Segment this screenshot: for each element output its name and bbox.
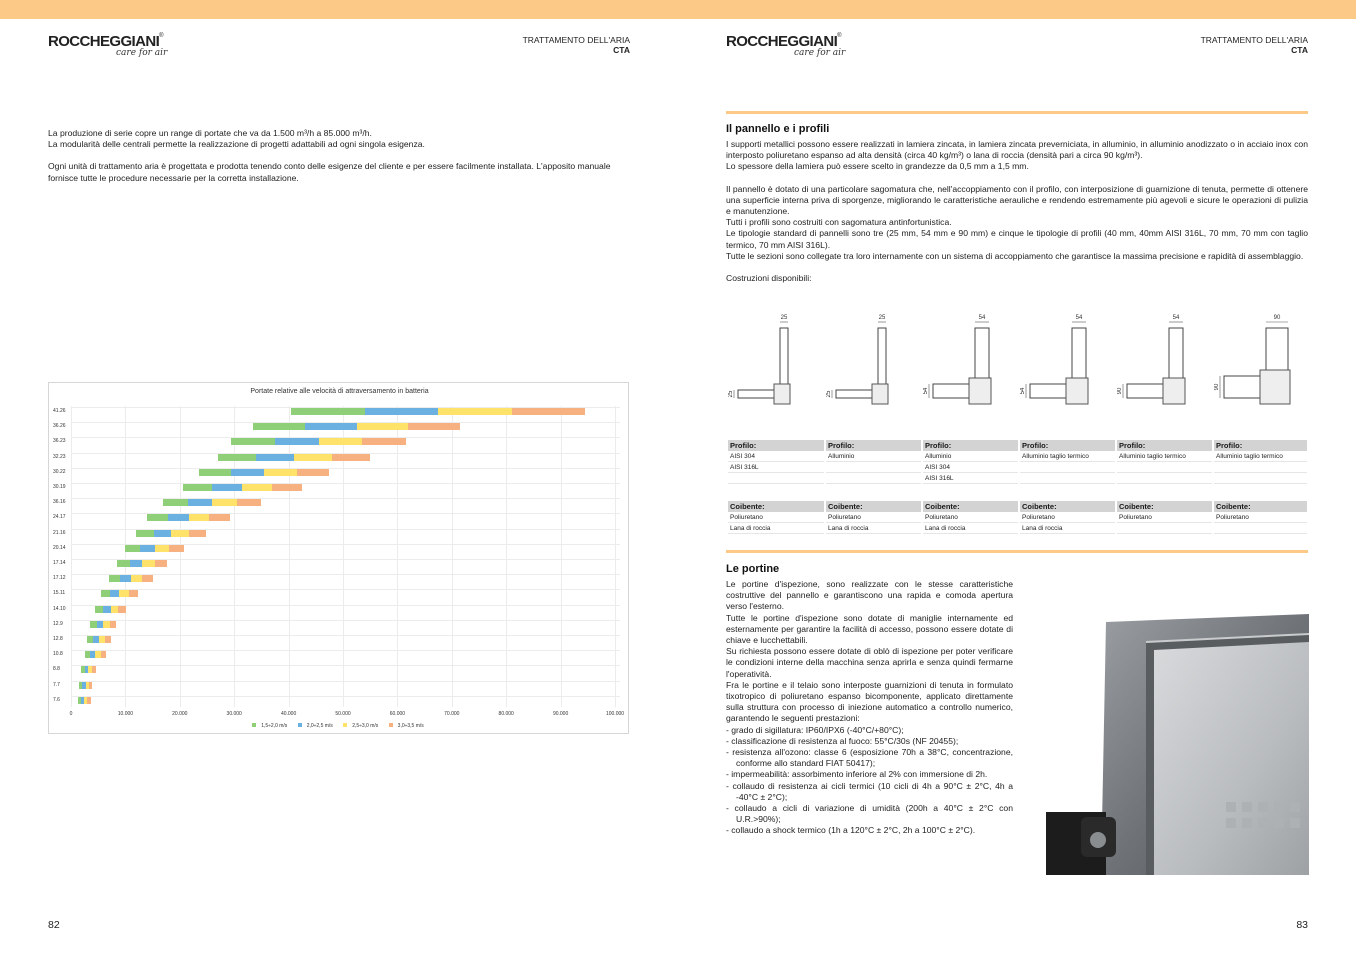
header-line-2: CTA xyxy=(1291,45,1308,55)
y-tick-label: 20.14 xyxy=(53,544,66,551)
chart-bar-segment xyxy=(97,621,104,628)
y-tick-label: 41.26 xyxy=(53,408,66,414)
legend-item-4: 3,0÷3,5 m/s xyxy=(389,723,427,729)
chart-bar-segment xyxy=(155,545,170,552)
doors-para-2: Tutte le portine d'ispezione sono dotate di maniglie internamente ed esternamente per garantire la facilità di accesso, possono essere dotate di chiave e lucchettabili. xyxy=(726,612,1013,646)
y-tick-label: 12.9 xyxy=(53,620,63,627)
table-header-cell: Profilo: xyxy=(1213,440,1308,451)
chart-bar-segment xyxy=(242,484,272,491)
chart-bar-segment xyxy=(183,484,213,491)
doors-text xyxy=(726,579,1013,837)
brand-tagline: care for air xyxy=(794,48,846,58)
chart-bar-segment xyxy=(131,575,142,582)
chart-bar-segment xyxy=(89,682,92,689)
chart-bar-segment xyxy=(362,438,406,445)
legend-item-2: 2,0÷2,5 m/s xyxy=(298,723,336,729)
y-tick-label: 32.23 xyxy=(53,453,66,460)
chart-bar-segment xyxy=(130,560,143,567)
table-cell: AISI 316L xyxy=(728,462,825,473)
chart-bar-segment xyxy=(512,408,585,415)
table-cell: Alluminio xyxy=(922,451,1019,462)
table-cell: AISI 316L xyxy=(922,473,1019,484)
chart-bar-segment xyxy=(125,545,140,552)
chart-bar-segment xyxy=(256,454,294,461)
chart-bar-segment xyxy=(110,621,117,628)
chart-bar-segment xyxy=(408,423,460,430)
table-cell xyxy=(1019,462,1116,473)
section-title-doors: Le portine xyxy=(726,563,780,575)
x-tick-label: 70.000 xyxy=(444,711,460,717)
y-tick-label: 36.26 xyxy=(53,423,66,430)
top-accent-bar xyxy=(0,0,1356,19)
chart-bar-segment xyxy=(189,530,206,537)
table-row xyxy=(728,523,1308,534)
chart-bar-segment xyxy=(188,499,212,506)
chart-gridline xyxy=(506,406,507,707)
y-tick-label: 14.10 xyxy=(53,605,66,612)
chart-gridline xyxy=(71,605,620,606)
x-tick-label: 20.000 xyxy=(172,711,188,717)
chart-bar-segment xyxy=(305,423,357,430)
table-header-cell: Coibente: xyxy=(728,501,825,512)
list-item: - classificazione di resistenza al fuoco: 55°C/30s (NF 20455); xyxy=(726,735,959,746)
table-row xyxy=(728,451,1308,462)
legend-item-3: 2,5÷3,0 m/s xyxy=(343,723,381,729)
x-tick-label: 0 xyxy=(69,711,73,717)
y-tick-label: 15.11 xyxy=(53,590,66,597)
table-cell: Poliuretano xyxy=(922,512,1019,523)
table-cell: Lana di roccia xyxy=(728,523,825,534)
chart-bar-segment xyxy=(155,560,168,567)
chart-gridline xyxy=(125,406,126,707)
table-cell: Poliuretano xyxy=(1116,512,1213,523)
table-cell: Poliuretano xyxy=(825,512,922,523)
table-cell: Alluminio taglio termico xyxy=(1019,451,1116,462)
profile-top-dim: 25 xyxy=(878,315,886,321)
x-tick-label: 100.000 xyxy=(605,711,625,717)
chart-gridline xyxy=(343,406,344,707)
table-header-cell: Profilo: xyxy=(1116,440,1213,451)
flow-rate-chart xyxy=(48,382,629,734)
table-header-cell: Coibente: xyxy=(1116,501,1213,512)
table-header-cell: Coibente: xyxy=(1213,501,1308,512)
chart-bar-segment xyxy=(209,514,230,521)
chart-bar-segment xyxy=(117,560,130,567)
profile-table xyxy=(728,440,1309,484)
x-tick-label: 40.000 xyxy=(280,711,297,717)
chart-bar-segment xyxy=(264,469,297,476)
profile-top-dim: 54 xyxy=(1075,315,1083,321)
insulation-table xyxy=(728,501,1309,534)
table-header-cell: Profilo: xyxy=(922,440,1019,451)
chart-bar-segment xyxy=(111,606,119,613)
profile-drawing xyxy=(728,310,822,415)
header-line-1: TRATTAMENTO DELL'ARIA xyxy=(522,35,630,45)
y-tick-label: 21.16 xyxy=(53,529,66,536)
x-tick-label: 10.000 xyxy=(117,711,134,717)
chart-bar-segment xyxy=(199,469,232,476)
chart-bar-segment xyxy=(218,454,256,461)
chart-bar-segment xyxy=(101,651,106,658)
list-item: - resistenza all'ozono: classe 6 (esposizione 70h a 38°C, concentrazione, conforme allo standard FIAT 50417); xyxy=(726,747,1014,769)
table-header-cell: Coibente: xyxy=(1019,501,1116,512)
table-cell xyxy=(1213,523,1308,534)
chart-bar-segment xyxy=(90,621,97,628)
profile-side-dim: 90 xyxy=(1214,383,1220,391)
table-cell: Poliuretano xyxy=(1019,512,1116,523)
y-tick-label: 30.22 xyxy=(53,468,66,475)
chart-bar-segment xyxy=(163,499,187,506)
profile-top-dim: 54 xyxy=(978,315,986,321)
brand-logo-right: ROCCHEGGIANI® care for air xyxy=(726,33,846,58)
panels-para-2: Lo spessore della lamiera può essere scelto in grandezze da 0,5 mm a 1,5 mm. xyxy=(726,161,1029,172)
panels-para-1: I supporti metallici possono essere realizzati in lamiera zincata, in lamiera zincata preverniciata, in alluminio, in alluminio anodizzato o in acciaio inox con interposto poliuretano espanso ad alta densità (circa 40 kg/m³) o lana di roccia (densità pari a circa 90 kg/m³). xyxy=(726,139,1308,161)
intro-para-3: Ogni unità di trattamento aria è progettata e prodotta tenendo conto delle esigenze del cliente e per essere facilmente installata. L'apposito manuale fornisce tutte le procedure necessarie per la corretta installazione. xyxy=(48,161,611,183)
y-tick-label: 10.8 xyxy=(53,651,63,658)
chart-bar-segment xyxy=(253,423,305,430)
chart-gridline xyxy=(71,468,620,469)
intro-para-2: La modularità delle centrali permette la realizzazione di progetti adattabili ad ogni singola esigenza. xyxy=(48,139,425,150)
table-cell xyxy=(1213,462,1308,473)
x-tick-label: 90.000 xyxy=(552,711,569,717)
page-number-left: 82 xyxy=(48,919,60,931)
table-cell xyxy=(1116,523,1213,534)
table-cell xyxy=(728,473,825,484)
panels-para-3: Il pannello è dotato di una particolare sagomatura che, nell'accoppiamento con il profilo, con interposizione di guarnizione di tenuta, permette di ottenere una superficie interna priva di sporgenze, migliorando le caratteristiche aerauliche e rendendo estremamente più agevoli e sicure le operazioni di pulizia e manutenzione. xyxy=(726,183,1308,217)
table-cell: Alluminio taglio termico xyxy=(1116,451,1213,462)
chart-gridline xyxy=(71,574,620,575)
profile-side-dim: 54 xyxy=(923,387,929,395)
chart-bar-segment xyxy=(119,590,128,597)
chart-gridline xyxy=(397,406,398,707)
table-row xyxy=(728,462,1308,473)
y-tick-label: 30.19 xyxy=(53,484,66,490)
chart-gridline xyxy=(71,620,620,621)
chart-bar-segment xyxy=(118,606,126,613)
y-tick-label: 12.8 xyxy=(53,636,63,642)
table-header-cell: Coibente: xyxy=(825,501,922,512)
chart-bar-segment xyxy=(332,454,370,461)
table-cell xyxy=(1116,473,1213,484)
doors-para-3: Su richiesta possono essere dotate di oblò di ispezione per poter verificare le condizioni interne della macchina senza aprirla e senza quindi fermarne l'operatività. xyxy=(726,646,1013,679)
brand-name: ROCCHEGGIANI xyxy=(726,33,838,50)
table-cell xyxy=(825,473,922,484)
section-header-right xyxy=(1201,35,1308,55)
intro-text xyxy=(48,128,630,184)
chart-bar-segment xyxy=(231,469,264,476)
profile-drawing xyxy=(826,310,920,415)
chart-bar-segment xyxy=(140,545,155,552)
chart-gridline xyxy=(71,650,620,651)
section-header-left xyxy=(523,35,630,55)
chart-bar-segment xyxy=(189,514,210,521)
table-row xyxy=(728,473,1308,484)
chart-bar-segment xyxy=(291,408,364,415)
table-header-cell: Profilo: xyxy=(728,440,825,451)
header-line-1: TRATTAMENTO DELL'ARIA xyxy=(1200,35,1308,45)
header-line-2: CTA xyxy=(613,45,630,55)
section-divider-2 xyxy=(726,550,1308,553)
y-tick-label: 17.14 xyxy=(53,560,66,566)
table-cell: Alluminio xyxy=(825,451,922,462)
legend-item-1: 1,5÷2,0 m/s xyxy=(252,723,290,729)
brand-tagline: care for air xyxy=(116,48,168,58)
chart-gridline xyxy=(71,406,72,707)
chart-gridline xyxy=(234,406,235,707)
chart-bar-segment xyxy=(212,484,242,491)
chart-bar-segment xyxy=(319,438,363,445)
chart-legend xyxy=(49,723,630,729)
chart-bar-segment xyxy=(105,636,111,643)
table-cell xyxy=(1019,473,1116,484)
y-tick-label: 36.16 xyxy=(53,499,66,506)
table-cell xyxy=(1213,473,1308,484)
chart-bar-segment xyxy=(169,545,184,552)
door-photo xyxy=(1046,612,1309,875)
profile-top-dim: 54 xyxy=(1172,315,1180,321)
chart-bar-segment xyxy=(365,408,438,415)
y-tick-label: 24.17 xyxy=(53,514,66,521)
chart-bar-segment xyxy=(275,438,319,445)
intro-para-1: La produzione di serie copre un range di portate che va da 1.500 m³/h a 85.000 m³/h. xyxy=(48,128,372,138)
chart-gridline xyxy=(289,406,290,707)
table-cell: Lana di roccia xyxy=(922,523,1019,534)
doors-para-1: Le portine d'ispezione, sono realizzate con le stesse caratteristiche costruttive del pannello e garantiscono una rapida e comoda apertura verso l'esterno. xyxy=(726,579,1013,612)
chart-bar-segment xyxy=(110,590,119,597)
chart-bar-segment xyxy=(147,514,168,521)
chart-bar-segment xyxy=(87,697,90,704)
chart-bar-segment xyxy=(103,606,111,613)
table-header-cell: Profilo: xyxy=(825,440,922,451)
profile-drawing xyxy=(1020,310,1114,415)
y-tick-label: 7.6 xyxy=(53,696,60,703)
y-tick-label: 8.8 xyxy=(53,666,60,673)
chart-gridline xyxy=(71,635,620,636)
chart-bar-segment xyxy=(154,530,171,537)
chart-bar-segment xyxy=(272,484,302,491)
chart-bar-segment xyxy=(438,408,511,415)
panels-para-4: Tutti i profili sono costruiti con sagomatura antinfortunistica. xyxy=(726,217,952,228)
section-title-panels: Il pannello e i profili xyxy=(726,123,830,135)
x-tick-label: 50.000 xyxy=(335,711,351,717)
chart-gridline xyxy=(71,498,620,499)
brand-logo-left: ROCCHEGGIANI® care for air xyxy=(48,33,168,58)
y-tick-label: 7.7 xyxy=(53,681,60,688)
chart-bar-segment xyxy=(142,575,153,582)
table-cell: Poliuretano xyxy=(728,512,825,523)
chart-bar-segment xyxy=(101,590,110,597)
performance-list xyxy=(726,725,1013,837)
profile-drawing xyxy=(1214,310,1308,415)
chart-title: Portate relative alle velocità di attraversamento in batteria xyxy=(250,388,429,395)
chart-bar-segment xyxy=(171,530,188,537)
profile-drawing xyxy=(1117,310,1211,415)
chart-gridline xyxy=(71,696,620,697)
panels-text xyxy=(726,139,1308,284)
x-tick-label: 60.000 xyxy=(389,711,406,717)
chart-bar-segment xyxy=(212,499,236,506)
table-header-cell: Profilo: xyxy=(1019,440,1116,451)
table-cell xyxy=(1116,462,1213,473)
y-tick-label: 17.12 xyxy=(53,575,66,582)
chart-bar-segment xyxy=(136,530,153,537)
chart-bar-segment xyxy=(294,454,332,461)
panels-para-5: Le tipologie standard di pannelli sono tre (25 mm, 54 mm e 90 mm) e cinque le tipologie di profili (40 mm, 40mm AISI 316L, 70 mm, 70 mm con taglio termico, 70 mm AISI 316L). xyxy=(726,228,1308,250)
list-item: - collaudo di resistenza ai cicli termici (10 cicli di 4h a 90°C ± 2°C, 4h a -40°C ± 2°C); xyxy=(726,780,1013,802)
list-item: - collaudo a shock termico (1h a 120°C ± 2°C, 2h a 100°C ± 2°C). xyxy=(726,825,976,836)
constructions-label: Costruzioni disponibili: xyxy=(726,273,812,284)
x-tick-label: 30.000 xyxy=(226,711,242,717)
chart-gridline xyxy=(615,406,616,707)
chart-bar-segment xyxy=(231,438,275,445)
chart-gridline xyxy=(561,406,562,707)
chart-bar-segment xyxy=(109,575,120,582)
profile-side-dim: 25 xyxy=(728,390,734,398)
table-row xyxy=(728,512,1308,523)
profile-top-dim: 90 xyxy=(1273,315,1281,321)
chart-gridline xyxy=(452,406,453,707)
page-number-right: 83 xyxy=(1296,919,1308,931)
chart-gridline xyxy=(71,681,620,682)
table-cell xyxy=(825,462,922,473)
profile-side-dim: 25 xyxy=(826,390,832,398)
table-cell: Lana di roccia xyxy=(1019,523,1116,534)
table-cell: Lana di roccia xyxy=(825,523,922,534)
chart-bar-segment xyxy=(168,514,189,521)
table-cell: AISI 304 xyxy=(922,462,1019,473)
chart-bar-segment xyxy=(95,606,103,613)
doors-para-4: Fra le portine e il telaio sono interposte guarnizioni di tenuta in formulato tixotropico di poliuretano espanso bicomponente, applicato direttamente sulla struttura con processo di iniezione automatico a controllo numerico, garantendo le seguenti prestazioni: xyxy=(726,679,1013,724)
y-tick-label: 36.23 xyxy=(53,438,66,445)
profile-top-dim: 25 xyxy=(780,315,788,321)
chart-bar-segment xyxy=(120,575,131,582)
section-divider-1 xyxy=(726,111,1308,114)
list-item: - grado di sigillatura: IP60/IPX6 (-40°C/+80°C); xyxy=(726,724,904,735)
chart-bar-segment xyxy=(297,469,330,476)
chart-gridline xyxy=(71,483,620,484)
panels-para-6: Tutte le sezioni sono collegate tra loro internamente con un sistema di accoppiamento che garantisce la massima precisione e rapidità di assemblaggio. xyxy=(726,250,1304,261)
chart-gridline xyxy=(71,665,620,666)
chart-gridline xyxy=(71,589,620,590)
table-cell: Poliuretano xyxy=(1213,512,1308,523)
chart-gridline xyxy=(180,406,181,707)
chart-bar-segment xyxy=(357,423,409,430)
chart-bar-segment xyxy=(237,499,261,506)
table-cell: Alluminio taglio termico xyxy=(1213,451,1308,462)
x-tick-label: 80.000 xyxy=(498,711,514,717)
list-item: - collaudo a cicli di variazione di umidità (200h a 40°C ± 2°C con U.R.>90%); xyxy=(726,803,1013,825)
table-header-cell: Coibente: xyxy=(922,501,1019,512)
brand-name: ROCCHEGGIANI xyxy=(48,33,160,50)
profile-drawing xyxy=(923,310,1017,415)
chart-bar-segment xyxy=(142,560,155,567)
profile-side-dim: 54 xyxy=(1020,387,1026,395)
table-cell: AISI 304 xyxy=(728,451,825,462)
profile-side-dim: 90 xyxy=(1117,387,1123,395)
list-item: - impermeabilità: assorbimento inferiore al 2% con immersione di 2h. xyxy=(726,769,988,780)
chart-bar-segment xyxy=(129,590,138,597)
chart-bar-segment xyxy=(92,666,96,673)
